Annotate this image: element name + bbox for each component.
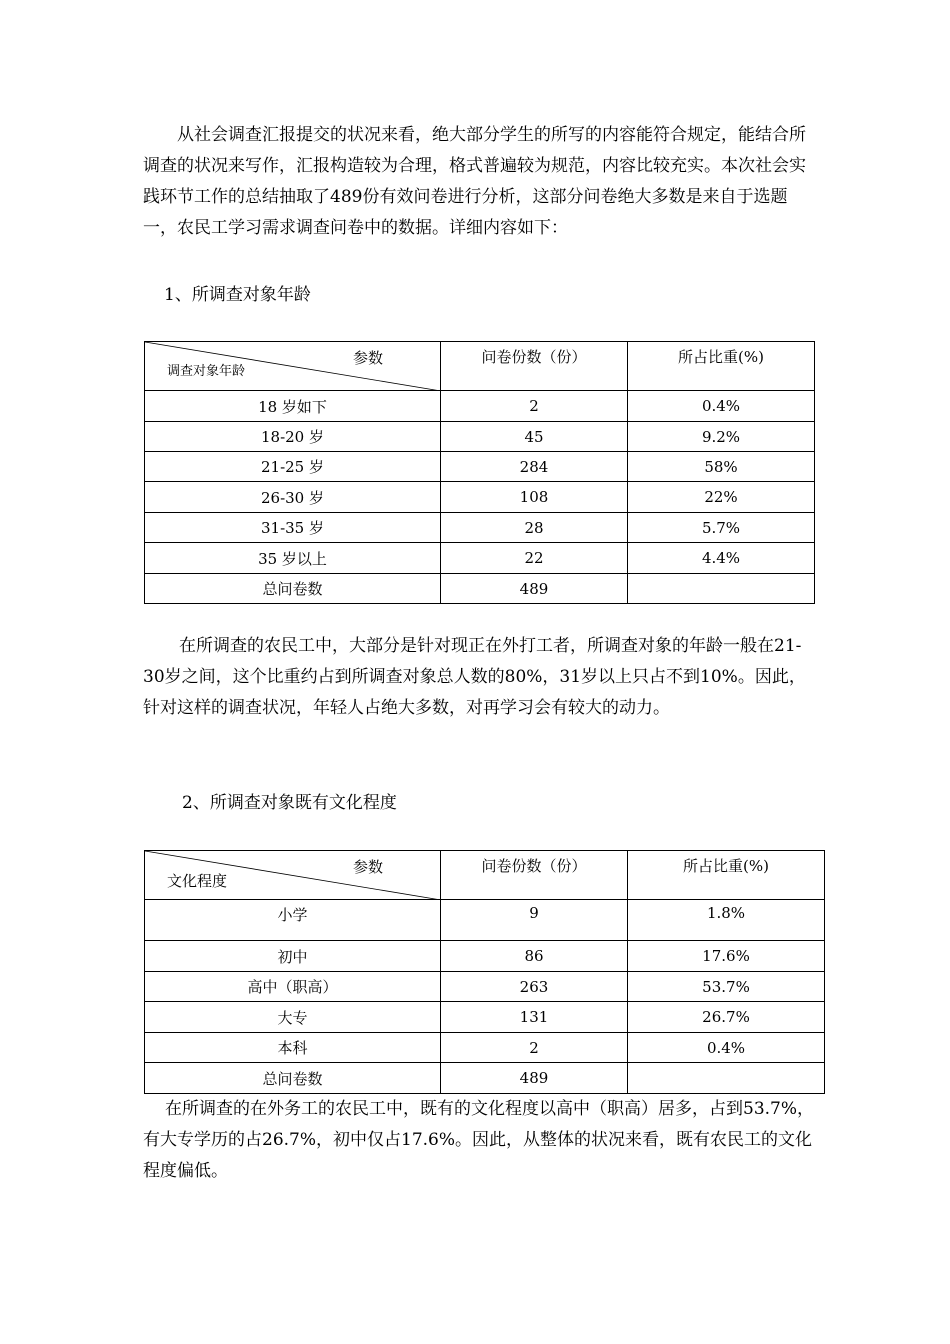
row-label: 初中 [145, 941, 441, 972]
education-table [144, 850, 825, 1094]
row-percent [628, 574, 815, 604]
table-row [145, 1002, 825, 1033]
row-label: 小学 [145, 900, 441, 941]
table-row [145, 482, 815, 513]
header-percent: 所占比重(%) [628, 851, 825, 900]
row-percent: 0.4% [628, 1033, 825, 1063]
row-percent: 5.7% [628, 513, 815, 543]
row-count: 2 [441, 391, 628, 422]
header-percent: 所占比重(%) [628, 342, 815, 391]
header-param-label: 参数 [353, 858, 384, 876]
row-percent [628, 1063, 825, 1094]
header-param-label: 参数 [353, 349, 384, 367]
row-percent: 4.4% [628, 543, 815, 574]
age-table-diagonal-header [145, 342, 441, 391]
intro-paragraph: 从社会调查汇报提交的状况来看，绝大部分学生的所写的内容能符合规定，能结合所调查的状况来写作，汇报构造较为合理，格式普遍较为规范，内容比较充实。本次社会实践环节工作的总结抽取了489份有效问卷进行分析，这部分问卷绝大多数是来自于选题一，农民工学习需求调查问卷中的数据。详细内容如下： [143, 125, 806, 238]
table-row [145, 391, 815, 422]
row-count: 489 [441, 574, 628, 604]
row-count: 45 [441, 422, 628, 452]
table-row [145, 900, 825, 941]
section1-heading: 1、所调查对象年龄 [164, 285, 311, 305]
row-count: 284 [441, 452, 628, 482]
education-table-diagonal-header [145, 851, 441, 900]
row-label: 31-35 岁 [145, 513, 441, 543]
age-table [144, 341, 815, 604]
row-label: 18-20 岁 [145, 422, 441, 452]
header-count: 问卷份数（份） [441, 342, 628, 391]
row-percent: 9.2% [628, 422, 815, 452]
row-count: 2 [441, 1033, 628, 1063]
row-label: 18 岁如下 [145, 391, 441, 422]
row-percent: 17.6% [628, 941, 825, 972]
table-row [145, 422, 815, 452]
row-percent: 0.4% [628, 391, 815, 422]
row-label: 本科 [145, 1033, 441, 1063]
row-percent: 26.7% [628, 1002, 825, 1033]
table-total-row [145, 1063, 825, 1094]
section1-analysis: 在所调查的农民工中，大部分是针对现正在外打工者，所调查对象的年龄一般在21-30岁之间，这个比重约占到所调查对象总人数的80%，31岁以上只占不到10%。因此，针对这样的调查状况，年轻人占绝大多数，对再学习会有较大的动力。 [143, 636, 806, 718]
row-percent: 1.8% [628, 900, 825, 941]
education-table-header-row [145, 851, 825, 900]
row-count: 86 [441, 941, 628, 972]
table-row [145, 1033, 825, 1063]
header-count: 问卷份数（份） [441, 851, 628, 900]
row-percent: 22% [628, 482, 815, 513]
table-row [145, 941, 825, 972]
row-count: 9 [441, 900, 628, 941]
row-label: 总问卷数 [145, 574, 441, 604]
row-count: 108 [441, 482, 628, 513]
header-row-label: 调查对象年龄 [167, 364, 246, 379]
row-count: 263 [441, 972, 628, 1002]
row-label: 26-30 岁 [145, 482, 441, 513]
age-table-header-row [145, 342, 815, 391]
row-count: 489 [441, 1063, 628, 1094]
table-row [145, 543, 815, 574]
table-row [145, 972, 825, 1002]
row-percent: 53.7% [628, 972, 825, 1002]
table-total-row [145, 574, 815, 604]
section2-analysis: 在所调查的在外务工的农民工中，既有的文化程度以高中（职高）居多，占到53.7%，有大专学历的占26.7%，初中仅占17.6%。因此，从整体的状况来看，既有农民工的文化程度偏低。 [143, 1099, 815, 1181]
row-label: 35 岁以上 [145, 543, 441, 574]
row-count: 131 [441, 1002, 628, 1033]
table-row [145, 452, 815, 482]
row-label: 大专 [145, 1002, 441, 1033]
header-row-label: 文化程度 [167, 872, 228, 890]
row-label: 高中（职高） [145, 972, 441, 1002]
row-label: 21-25 岁 [145, 452, 441, 482]
row-count: 28 [441, 513, 628, 543]
section2-heading: 2、所调查对象既有文化程度 [182, 793, 397, 813]
table-row [145, 513, 815, 543]
row-label: 总问卷数 [145, 1063, 441, 1094]
row-percent: 58% [628, 452, 815, 482]
row-count: 22 [441, 543, 628, 574]
